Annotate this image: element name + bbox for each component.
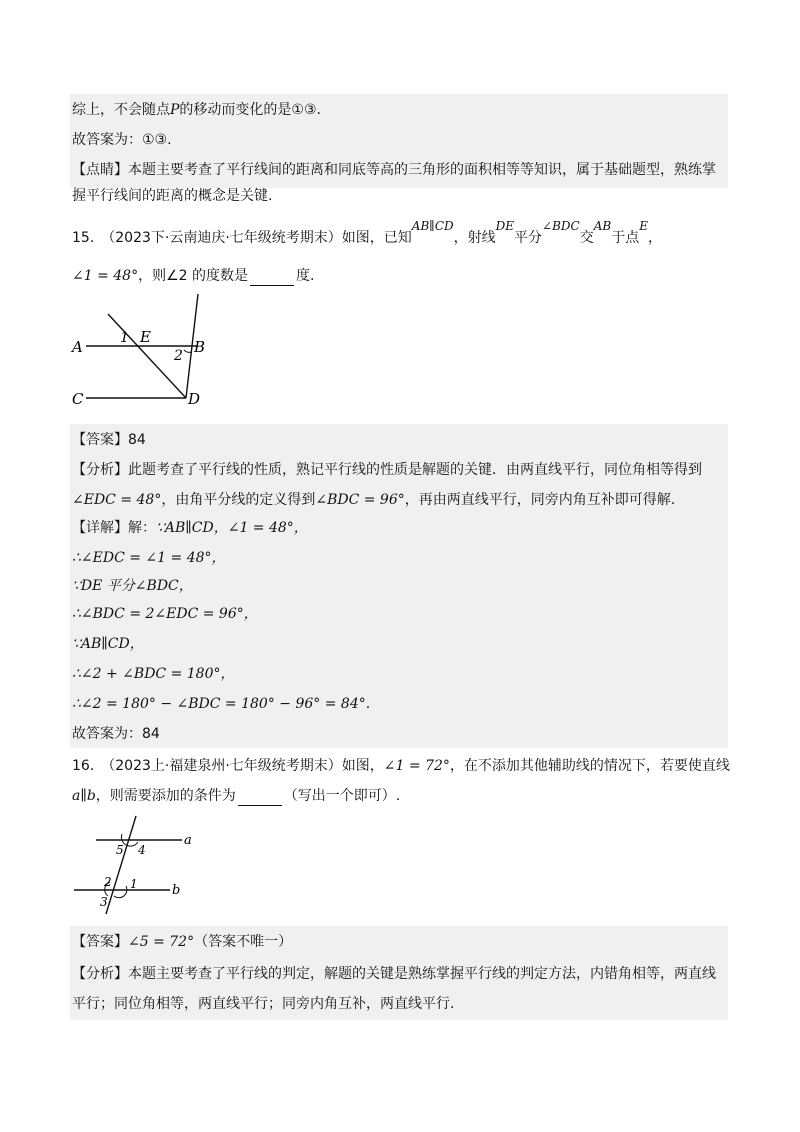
label-a: a xyxy=(184,833,192,848)
angle-1-label: 1 xyxy=(120,330,129,346)
label-D: D xyxy=(188,390,201,408)
q15-step-3: ∴∠BDC = 2∠EDC = 96°， xyxy=(72,606,258,622)
q14-conclusion: 综上，不会随点P的移动而变化的是①③. xyxy=(72,102,321,118)
q16-figure xyxy=(66,810,206,922)
q14-answer: 故答案为：①③. xyxy=(72,132,172,148)
label-b: b xyxy=(172,883,181,898)
angle-1-label: 1 xyxy=(130,877,138,891)
answer-blank xyxy=(250,271,294,286)
angle-2-label: 2 xyxy=(174,348,183,364)
q15-step-2: ∵DE 平分∠BDC， xyxy=(72,578,193,594)
q15-step-1: ∴∠EDC = ∠1 = 48°， xyxy=(72,550,226,566)
angle-5-label: 5 xyxy=(116,843,124,857)
q16-analysis: 【分析】本题主要考查了平行线的判定，解题的关键是熟练掌握平行线的判定方法，内错角相等，两直线 xyxy=(72,966,716,982)
angle-3-label: 3 xyxy=(100,895,108,909)
q15-question-2: ∠1 = 48°，则∠2 的度数是 度. xyxy=(72,268,315,284)
label-B: B xyxy=(194,338,206,356)
q15-question: 15. （2023下·云南迪庆·七年级统考期末）如图，已知AB∥CD，射线DE平分∠BDC交AB于点E， xyxy=(72,219,662,246)
angle-2-label: 2 xyxy=(104,875,112,889)
angle-4-label: 4 xyxy=(138,843,146,857)
q15-detail: 【详解】解：∵AB∥CD，∠1 = 48°， xyxy=(72,520,308,536)
q15-final: 故答案为：84 xyxy=(72,726,160,742)
label-E: E xyxy=(140,328,151,346)
q15-step-6: ∴∠2 = 180° − ∠BDC = 180° − 96° = 84°. xyxy=(72,696,371,712)
q16-question-2: a∥b，则需要添加的条件为 （写出一个即可）. xyxy=(72,788,401,804)
label-A: A xyxy=(72,338,83,356)
q14-comment: 【点睛】本题主要考查了平行线间的距离和同底等高的三角形的面积相等等知识，属于基础题型，熟练掌 xyxy=(72,162,716,178)
answer-blank xyxy=(238,791,282,806)
q15-analysis: 【分析】此题考查了平行线的性质，熟记平行线的性质是解题的关键．由两直线平行，同位角相等得到 xyxy=(72,462,702,478)
q16-answer: 【答案】∠5 = 72°（答案不唯一） xyxy=(72,934,293,950)
label-C: C xyxy=(72,390,84,408)
q14-comment-2: 握平行线间的距离的概念是关键. xyxy=(72,188,273,204)
q16-analysis-2: 平行；同位角相等，两直线平行；同旁内角互补，两直线平行. xyxy=(72,996,455,1012)
q16-question: 16. （2023上·福建泉州·七年级统考期末）如图，∠1 = 72°，在不添加其他辅助线的情况下，若要使直线 xyxy=(72,758,730,774)
q15-figure xyxy=(66,290,226,410)
q15-answer: 【答案】84 xyxy=(72,432,146,448)
q15-step-5: ∴∠2 + ∠BDC = 180°， xyxy=(72,666,235,682)
q15-analysis-2: ∠EDC = 48°，由角平分线的定义得到∠BDC = 96°，再由两直线平行，同旁内角互补即可得解. xyxy=(72,492,676,508)
q15-step-4: ∵AB∥CD， xyxy=(72,636,144,652)
